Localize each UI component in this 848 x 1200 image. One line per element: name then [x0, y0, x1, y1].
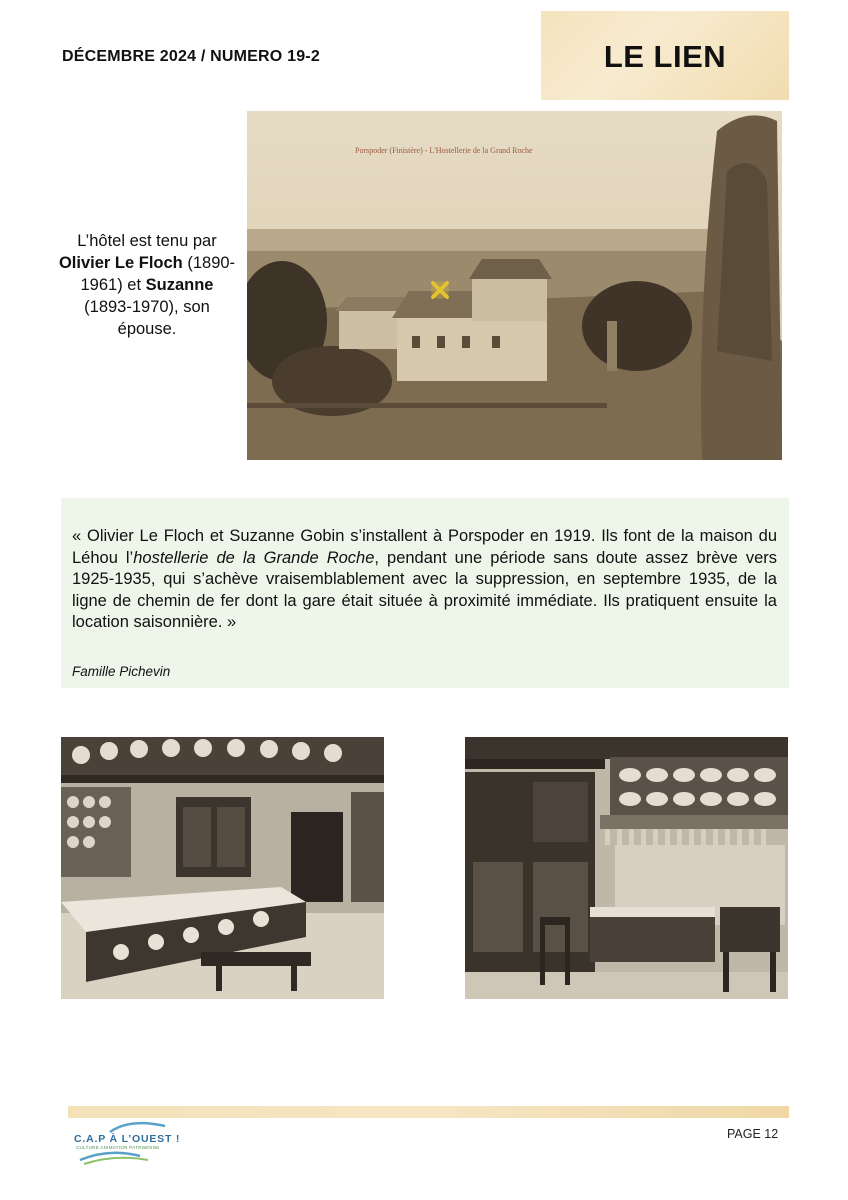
quote-signature: Famille Pichevin — [72, 664, 171, 679]
family-quote-text — [72, 526, 777, 634]
owner-dates-olivier: (1890-1961) et — [80, 254, 236, 294]
hotel-postcard-photo — [247, 111, 782, 460]
owner-name-olivier: Olivier Le Floch — [58, 254, 183, 272]
masthead-box — [541, 11, 789, 100]
newsletter-title: LE LIEN — [603, 39, 727, 74]
page-number: PAGE 12 — [727, 1127, 779, 1141]
family-quote-box — [61, 498, 789, 688]
quote-part-1: « Olivier Le Floch et Suzanne Gobin s’installent à Porspoder en 1919. Ils font de la maison du Léhou l’ — [72, 527, 777, 567]
footer-band — [68, 1106, 789, 1118]
logo-subtext: CULTURE ANIMATION PATRIMOINE — [76, 1145, 160, 1150]
caption-intro: L’hôtel est tenu par — [77, 232, 217, 250]
x-marker-icon — [431, 281, 449, 299]
postcard-printed-caption: Porspoder (Finistère) - L'Hostellerie de la Grand Roche — [355, 146, 533, 155]
logo-text: C.A.P À L’OUEST ! — [74, 1133, 181, 1145]
owner-name-suzanne: Suzanne — [145, 276, 214, 294]
quote-part-2: , pendant une période sans doute assez brève vers 1925-1935, qui s’achève vraisemblablement avec la suppression, en septembre 1935, de la ligne de chemin de fer dont la gare était située à proximité immédiate. Ils pratiquent ensuite la location saisonnière. » — [72, 548, 777, 631]
quote-hotel-name: hostellerie de la Grande Roche — [133, 548, 375, 567]
dining-room-photo — [61, 737, 384, 999]
issue-date-line: DÉCEMBRE 2024 / NUMERO 19-2 — [62, 48, 320, 65]
fireplace-room-photo — [465, 737, 788, 999]
cap-a-louest-logo — [70, 1118, 180, 1168]
owner-dates-suzanne: (1893-1970), son épouse. — [84, 298, 210, 338]
hotel-owner-caption — [58, 230, 236, 340]
